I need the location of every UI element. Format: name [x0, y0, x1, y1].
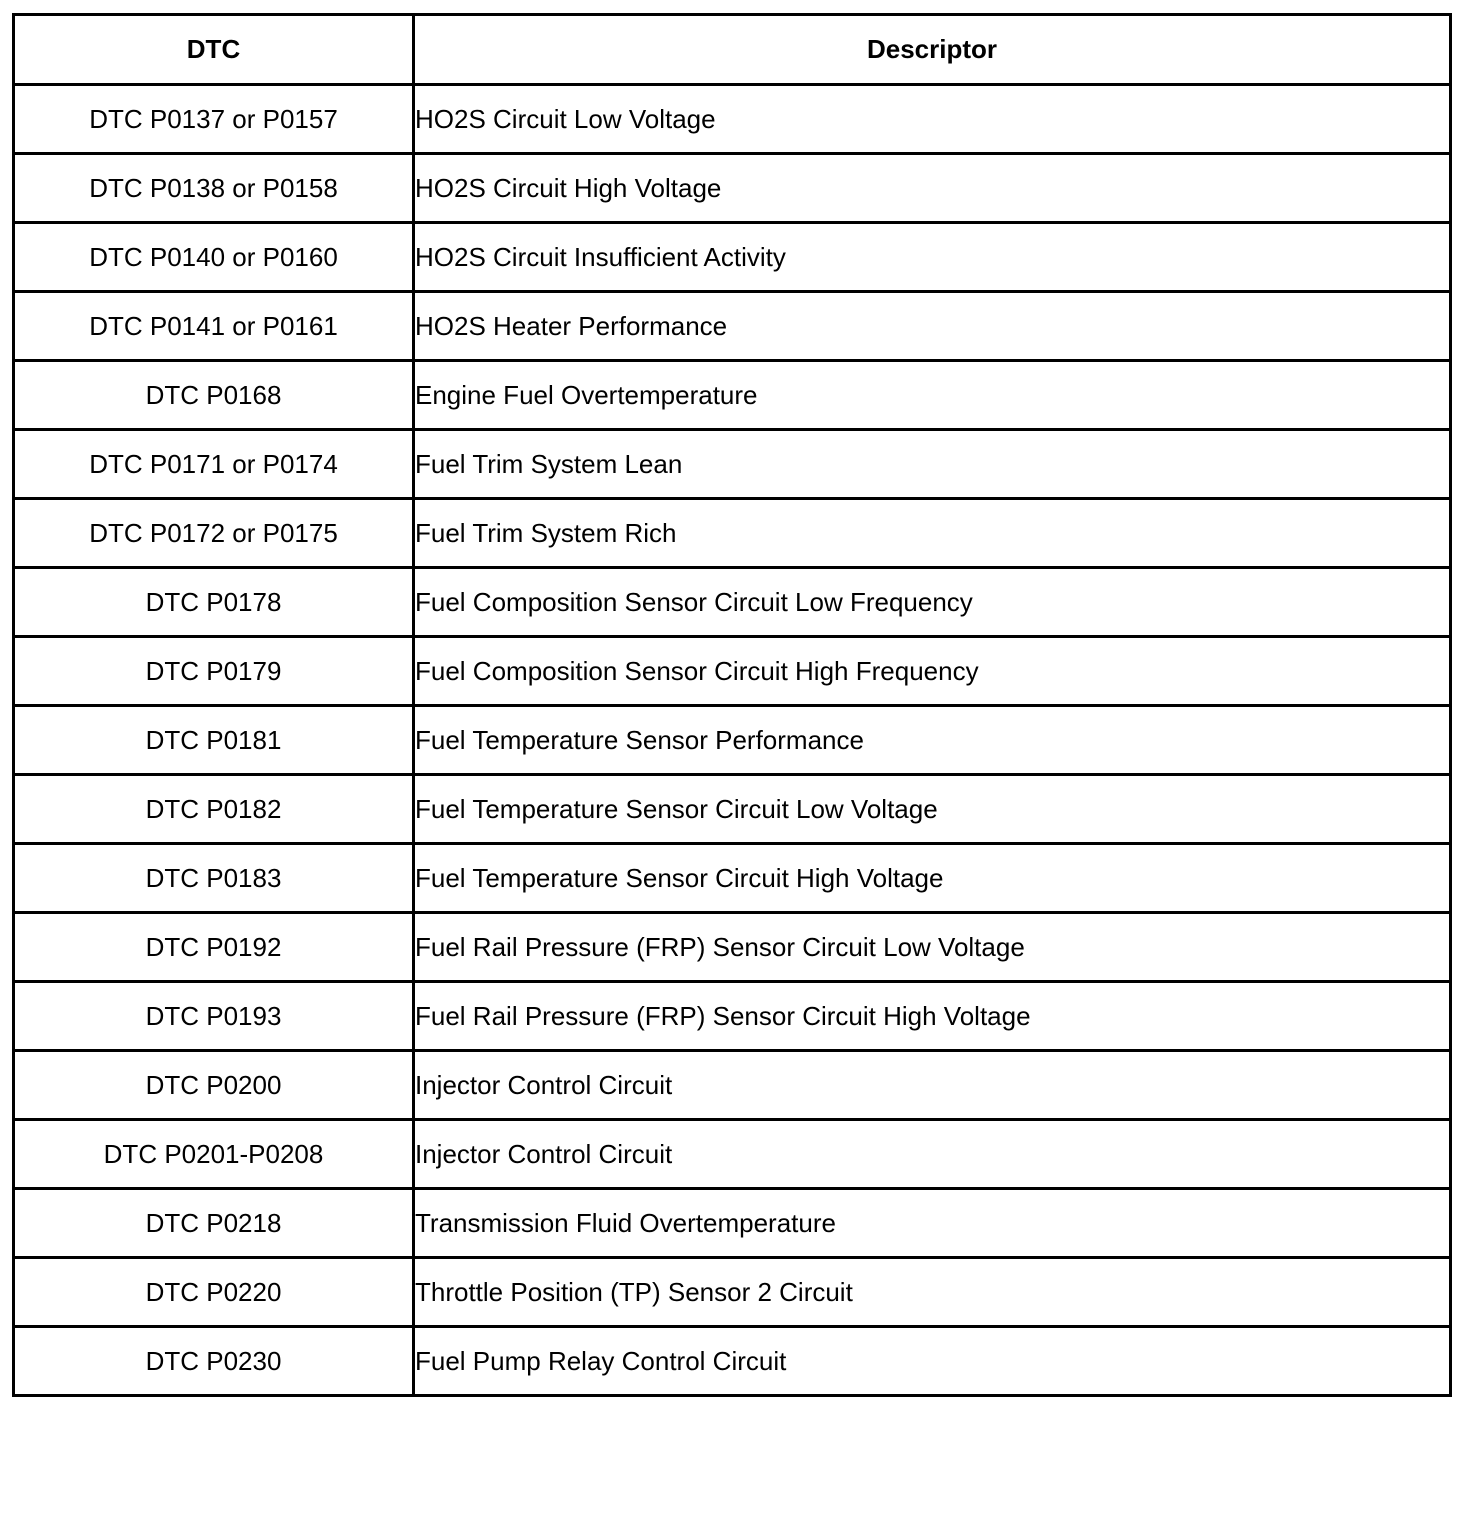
- descriptor-cell: Fuel Temperature Sensor Circuit High Voltage: [414, 844, 1451, 913]
- table-row: [14, 568, 1451, 637]
- table-row: [14, 706, 1451, 775]
- dtc-cell: DTC P0218: [14, 1189, 414, 1258]
- dtc-cell: DTC P0220: [14, 1258, 414, 1327]
- dtc-cell: DTC P0137 or P0157: [14, 85, 414, 154]
- descriptor-cell: Injector Control Circuit: [414, 1051, 1451, 1120]
- dtc-cell: DTC P0200: [14, 1051, 414, 1120]
- table-row: [14, 1327, 1451, 1396]
- table-row: [14, 982, 1451, 1051]
- descriptor-cell: Engine Fuel Overtemperature: [414, 361, 1451, 430]
- dtc-cell: DTC P0138 or P0158: [14, 154, 414, 223]
- dtc-cell: DTC P0172 or P0175: [14, 499, 414, 568]
- dtc-cell: DTC P0179: [14, 637, 414, 706]
- table-row: [14, 499, 1451, 568]
- descriptor-cell: Fuel Temperature Sensor Circuit Low Voltage: [414, 775, 1451, 844]
- table-row: [14, 1051, 1451, 1120]
- table-row: [14, 775, 1451, 844]
- dtc-cell: DTC P0183: [14, 844, 414, 913]
- table-row: [14, 292, 1451, 361]
- table-row: [14, 1189, 1451, 1258]
- descriptor-cell: Fuel Temperature Sensor Performance: [414, 706, 1451, 775]
- dtc-cell: DTC P0140 or P0160: [14, 223, 414, 292]
- descriptor-cell: Fuel Composition Sensor Circuit Low Frequency: [414, 568, 1451, 637]
- column-header-dtc: DTC: [14, 15, 414, 85]
- descriptor-cell: Fuel Trim System Lean: [414, 430, 1451, 499]
- dtc-table: [12, 13, 1452, 1397]
- dtc-cell: DTC P0178: [14, 568, 414, 637]
- descriptor-cell: Injector Control Circuit: [414, 1120, 1451, 1189]
- table-row: [14, 1258, 1451, 1327]
- dtc-cell: DTC P0182: [14, 775, 414, 844]
- descriptor-cell: Transmission Fluid Overtemperature: [414, 1189, 1451, 1258]
- descriptor-cell: HO2S Heater Performance: [414, 292, 1451, 361]
- descriptor-cell: Fuel Rail Pressure (FRP) Sensor Circuit Low Voltage: [414, 913, 1451, 982]
- descriptor-cell: HO2S Circuit Low Voltage: [414, 85, 1451, 154]
- dtc-cell: DTC P0193: [14, 982, 414, 1051]
- table-row: [14, 154, 1451, 223]
- descriptor-cell: Fuel Rail Pressure (FRP) Sensor Circuit High Voltage: [414, 982, 1451, 1051]
- descriptor-cell: Throttle Position (TP) Sensor 2 Circuit: [414, 1258, 1451, 1327]
- table-row: [14, 85, 1451, 154]
- dtc-cell: DTC P0192: [14, 913, 414, 982]
- table-row: [14, 361, 1451, 430]
- dtc-cell: DTC P0201-P0208: [14, 1120, 414, 1189]
- table-row: [14, 430, 1451, 499]
- table-row: [14, 637, 1451, 706]
- table-row: [14, 1120, 1451, 1189]
- descriptor-cell: HO2S Circuit Insufficient Activity: [414, 223, 1451, 292]
- table-row: [14, 223, 1451, 292]
- table-header-row: [14, 15, 1451, 85]
- descriptor-cell: Fuel Composition Sensor Circuit High Frequency: [414, 637, 1451, 706]
- dtc-cell: DTC P0181: [14, 706, 414, 775]
- descriptor-cell: Fuel Pump Relay Control Circuit: [414, 1327, 1451, 1396]
- table-row: [14, 913, 1451, 982]
- dtc-cell: DTC P0230: [14, 1327, 414, 1396]
- descriptor-cell: Fuel Trim System Rich: [414, 499, 1451, 568]
- dtc-cell: DTC P0168: [14, 361, 414, 430]
- dtc-cell: DTC P0171 or P0174: [14, 430, 414, 499]
- table-row: [14, 844, 1451, 913]
- column-header-descriptor: Descriptor: [414, 15, 1451, 85]
- dtc-cell: DTC P0141 or P0161: [14, 292, 414, 361]
- descriptor-cell: HO2S Circuit High Voltage: [414, 154, 1451, 223]
